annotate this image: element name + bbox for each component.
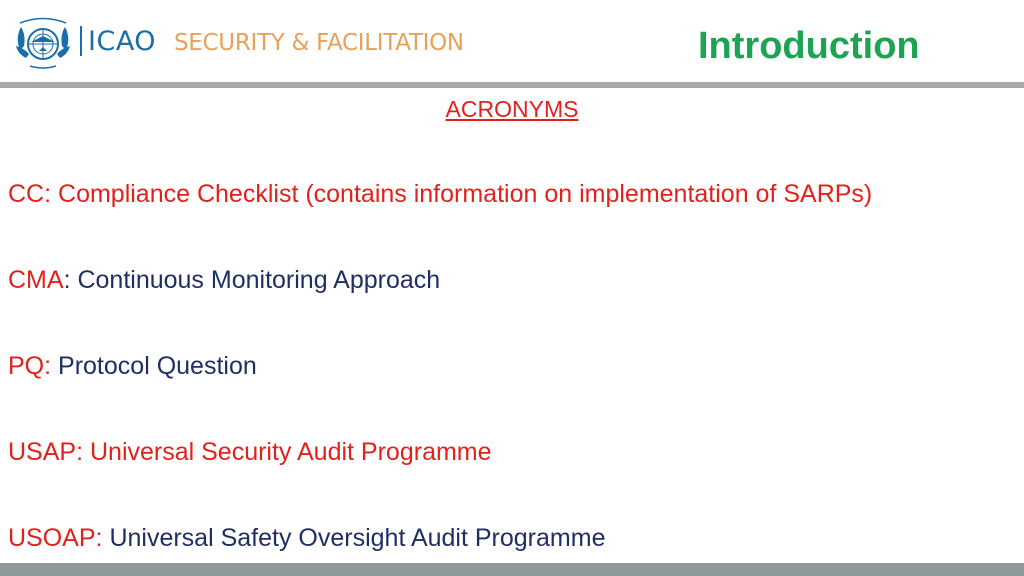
acronym-item-cma [8,264,440,296]
acronym-definition: Compliance Checklist (contains information on implementation of SARPs) [58,180,873,208]
acronym-definition: Universal Security Audit Programme [89,438,492,466]
section-heading: ACRONYMS [445,96,579,122]
acronym-term: PQ: [8,352,52,380]
acronym-item-usap [8,436,492,468]
slide-header [0,0,1024,82]
icao-emblem-icon [12,14,74,72]
logo-org-name: ICAO [88,26,157,57]
logo-divider [80,26,82,56]
slide-title: Introduction [698,25,920,67]
acronym-term: CC: [8,180,52,208]
footer-bar [0,563,1024,576]
logo-program-name: SECURITY & FACILITATION [174,30,464,56]
acronym-item-usoap [8,522,605,554]
acronym-term: USOAP: [8,524,103,552]
acronym-definition: Universal Safety Oversight Audit Programme [109,524,606,552]
acronym-item-cc [8,178,872,210]
header-divider [0,82,1024,88]
acronym-definition: Protocol Question [58,352,257,380]
acronym-item-pq [8,350,257,382]
acronym-definition: : Continuous Monitoring Approach [63,266,441,294]
acronym-term: CMA [8,266,64,294]
acronym-term: USAP: [8,438,84,466]
